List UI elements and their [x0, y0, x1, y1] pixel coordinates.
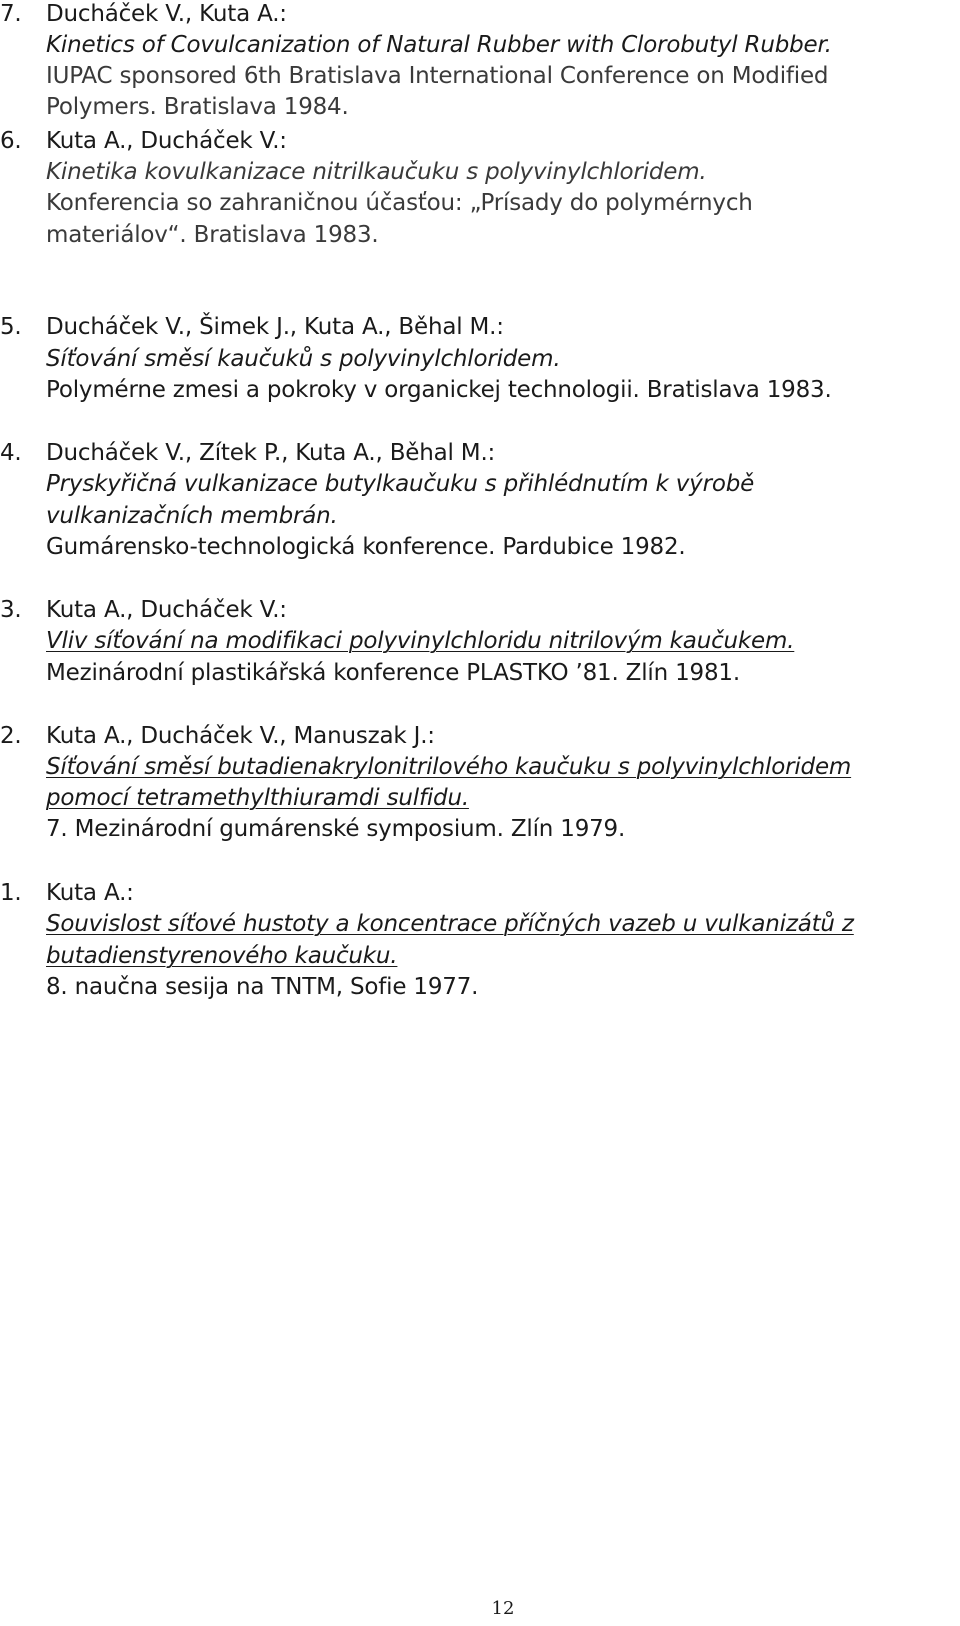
reference-header: [0, 311, 504, 343]
reference-header: [0, 0, 287, 30]
reference-venue: Gumárensko-technologická konference. Pardubice 1982.: [46, 534, 686, 560]
reference-authors: Kuta A.:: [46, 880, 134, 906]
reference-authors: Kuta A., Ducháček V.:: [46, 597, 287, 623]
reference-number: 2.: [0, 723, 22, 749]
reference-title: vulkanizačních membrán.: [46, 503, 338, 529]
reference-header: [0, 594, 287, 626]
reference-venue: materiálov“. Bratislava 1983.: [46, 222, 379, 248]
reference-venue: Konferencia so zahraničnou účasťou: „Prísady do polymérnych: [46, 190, 753, 216]
reference-title: Kinetika kovulkanizace nitrilkaučuku s polyvinylchloridem.: [46, 159, 707, 185]
reference-venue: 8. naučna sesija na TNTM, Sofie 1977.: [46, 974, 479, 1000]
reference-authors: Ducháček V., Šimek J., Kuta A., Běhal M.:: [46, 314, 504, 340]
reference-title: pomocí tetramethylthiuramdi sulfidu.: [46, 785, 469, 811]
reference-title: Pryskyřičná vulkanizace butylkaučuku s přihlédnutím k výrobě: [46, 471, 755, 497]
reference-authors: Kuta A., Ducháček V., Manuszak J.:: [46, 723, 435, 749]
reference-title: Síťování směsí kaučuků s polyvinylchloridem.: [46, 346, 561, 372]
reference-authors: Kuta A., Ducháček V.:: [46, 128, 287, 154]
reference-venue: IUPAC sponsored 6th Bratislava International Conference on Modified: [46, 63, 829, 89]
reference-title: Síťování směsí butadienakrylonitrilového kaučuku s polyvinylchloridem: [46, 754, 852, 780]
reference-venue: Mezinárodní plastikářská konference PLASTKO ’81. Zlín 1981.: [46, 660, 740, 686]
reference-title: Vliv síťování na modifikaci polyvinylchloridu nitrilovým kaučukem.: [46, 628, 795, 654]
reference-title: Kinetics of Covulcanization of Natural Rubber with Clorobutyl Rubber.: [46, 32, 832, 58]
reference-number: 7.: [0, 1, 22, 27]
reference-venue: Polymers. Bratislava 1984.: [46, 94, 349, 120]
reference-header: [0, 437, 495, 469]
reference-header: [0, 720, 435, 752]
reference-header: [0, 125, 287, 157]
reference-number: 1.: [0, 880, 22, 906]
page-number: 12: [491, 1598, 515, 1619]
reference-authors: Ducháček V., Kuta A.:: [46, 1, 287, 27]
reference-number: 6.: [0, 128, 22, 154]
reference-header: [0, 877, 134, 909]
reference-number: 3.: [0, 597, 22, 623]
reference-title: butadienstyrenového kaučuku.: [46, 943, 398, 969]
reference-venue: 7. Mezinárodní gumárenské symposium. Zlín 1979.: [46, 816, 626, 842]
reference-title: Souvislost síťové hustoty a koncentrace příčných vazeb u vulkanizátů z: [46, 911, 854, 937]
reference-number: 5.: [0, 314, 22, 340]
reference-venue: Polymérne zmesi a pokroky v organickej technologii. Bratislava 1983.: [46, 377, 832, 403]
reference-authors: Ducháček V., Zítek P., Kuta A., Běhal M.:: [46, 440, 496, 466]
reference-number: 4.: [0, 440, 22, 466]
